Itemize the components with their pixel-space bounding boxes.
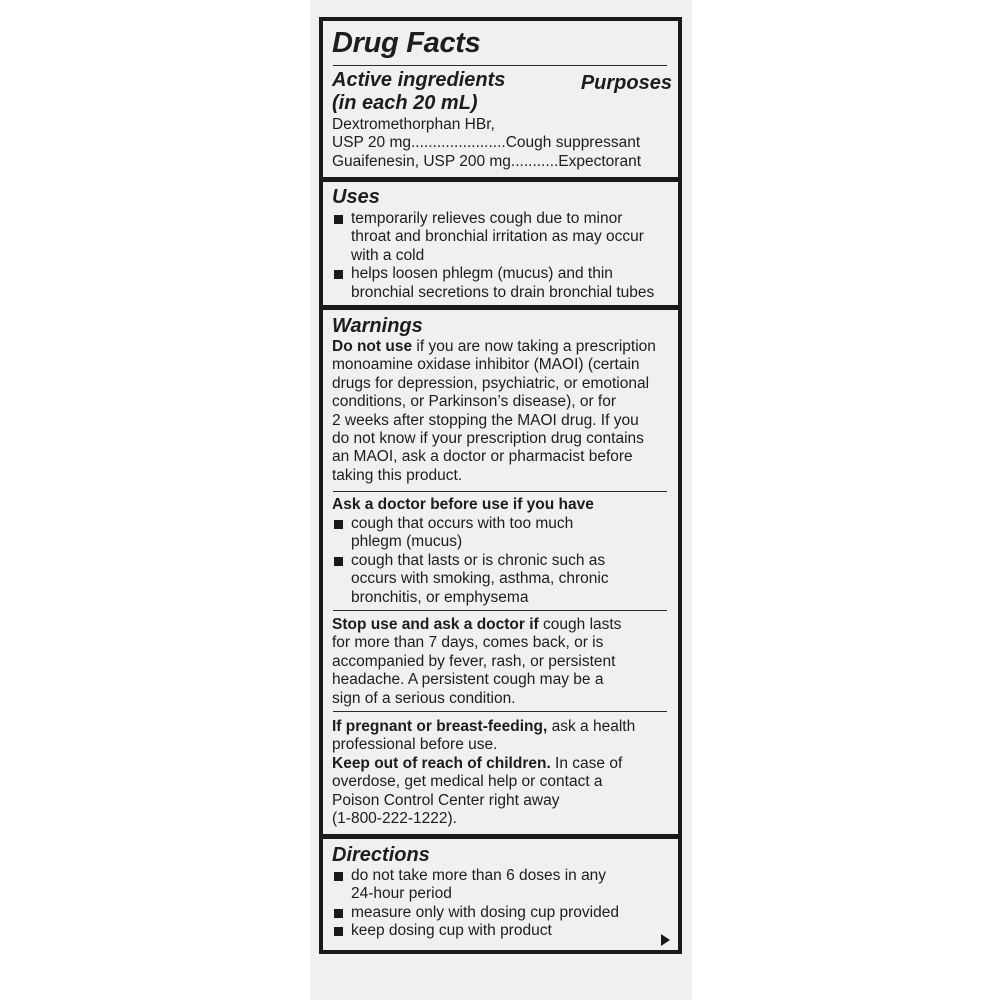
paragraph-text: Poison Control Center right away: [332, 791, 560, 809]
paragraph-text: 2 weeks after stopping the MAOI drug. If you: [332, 411, 639, 429]
ingredient-line: Dextromethorphan HBr,: [332, 116, 495, 133]
bullet-square-icon: [334, 909, 343, 918]
paragraph-text: professional before use.: [332, 736, 498, 754]
list-item: [332, 265, 654, 302]
paragraph-text: headache. A persistent cough may be a: [332, 671, 604, 689]
ingredients-list: [332, 116, 641, 171]
warnings-heading: Warnings: [332, 315, 423, 337]
purposes-heading: Purposes: [580, 72, 672, 94]
do-not-use-paragraph: [332, 338, 656, 485]
subsection-rule: [333, 491, 667, 492]
section-divider: [323, 177, 678, 182]
list-item-text: temporarily relieves cough due to minor: [351, 210, 623, 227]
list-item: [332, 515, 609, 552]
bullet-square-icon: [334, 270, 343, 279]
paragraph-text: if you are now taking a prescription: [412, 338, 656, 355]
paragraph-text: for more than 7 days, comes back, or is: [332, 634, 604, 652]
list-item: [332, 210, 654, 265]
section-divider: [323, 834, 678, 839]
ask-doctor-heading: [332, 496, 594, 514]
do-not-use-label: Do not use: [332, 338, 413, 355]
directions-list: [332, 867, 619, 941]
list-item-text: throat and bronchial irritation as may occur: [351, 228, 644, 246]
pregnant-label: If pregnant or breast-feeding,: [332, 718, 548, 735]
pregnant-children-paragraph: [332, 718, 635, 828]
list-item: [332, 904, 619, 922]
list-item-text: cough that lasts or is chronic such as: [351, 551, 606, 569]
paragraph-text: accompanied by fever, rash, or persistent: [332, 652, 616, 670]
ingredient-line: Guaifenesin, USP 200 mg...........Expectorant: [332, 152, 642, 170]
subsection-rule: [333, 610, 667, 611]
paragraph-text: taking this product.: [332, 466, 463, 484]
continue-arrow-icon: [661, 934, 670, 946]
list-item-text: bronchitis, or emphysema: [351, 588, 529, 606]
list-item: [332, 552, 609, 607]
uses-heading: Uses: [332, 186, 380, 208]
list-item-text: 24-hour period: [351, 885, 452, 903]
paragraph-text: an MAOI, ask a doctor or pharmacist before: [332, 448, 633, 466]
list-item: [332, 922, 619, 940]
bullet-square-icon: [334, 215, 343, 224]
paragraph-text: conditions, or Parkinson’s disease), or for: [332, 393, 617, 411]
drug-facts-panel: [319, 17, 682, 954]
paragraph-text: ask a health: [547, 718, 636, 735]
paragraph-text: sign of a serious condition.: [332, 689, 516, 707]
bullet-square-icon: [334, 520, 343, 529]
directions-heading: Directions: [332, 844, 430, 866]
list-item-text: occurs with smoking, asthma, chronic: [351, 570, 609, 588]
section-divider: [323, 305, 678, 310]
stop-use-paragraph: [332, 616, 621, 708]
ingredient-line: USP 20 mg......................Cough suppressant: [332, 134, 641, 152]
list-item-text: phlegm (mucus): [351, 533, 463, 551]
bullet-square-icon: [334, 557, 343, 566]
paragraph-text: (1-800-222-1222).: [332, 810, 457, 828]
list-item-text: do not take more than 6 doses in any: [351, 867, 607, 884]
list-item-text: helps loosen phlegm (mucus) and thin: [351, 265, 613, 283]
list-item-text: bronchial secretions to drain bronchial tubes: [351, 283, 655, 301]
subsection-rule: [333, 711, 667, 712]
page-title: Drug Facts: [332, 27, 481, 59]
paragraph-text: drugs for depression, psychiatric, or emotional: [332, 374, 650, 392]
paragraph-text: do not know if your prescription drug contains: [332, 430, 644, 448]
ask-doctor-label: Ask a doctor before use if you have: [332, 496, 594, 513]
paragraph-text: monoamine oxidase inhibitor (MAOI) (certain: [332, 356, 640, 374]
paragraph-text: In case of: [550, 754, 623, 772]
list-item-text: with a cold: [351, 246, 425, 264]
list-item-text: measure only with dosing cup provided: [351, 903, 619, 921]
active-ingredients-heading: Active ingredients: [332, 69, 506, 91]
list-item-text: keep dosing cup with product: [351, 922, 552, 940]
paragraph-text: overdose, get medical help or contact a: [332, 773, 603, 791]
bullet-square-icon: [334, 927, 343, 936]
children-label: Keep out of reach of children.: [332, 754, 551, 772]
bullet-square-icon: [334, 872, 343, 881]
list-item: [332, 867, 619, 904]
list-item-text: cough that occurs with too much: [351, 515, 574, 532]
title-rule: [333, 65, 667, 66]
paragraph-text: cough lasts: [538, 616, 622, 633]
stop-use-label: Stop use and ask a doctor if: [332, 616, 539, 633]
active-ingredients-subheading: (in each 20 mL): [332, 92, 478, 114]
ask-doctor-list: [332, 515, 609, 607]
uses-list: [332, 210, 654, 302]
